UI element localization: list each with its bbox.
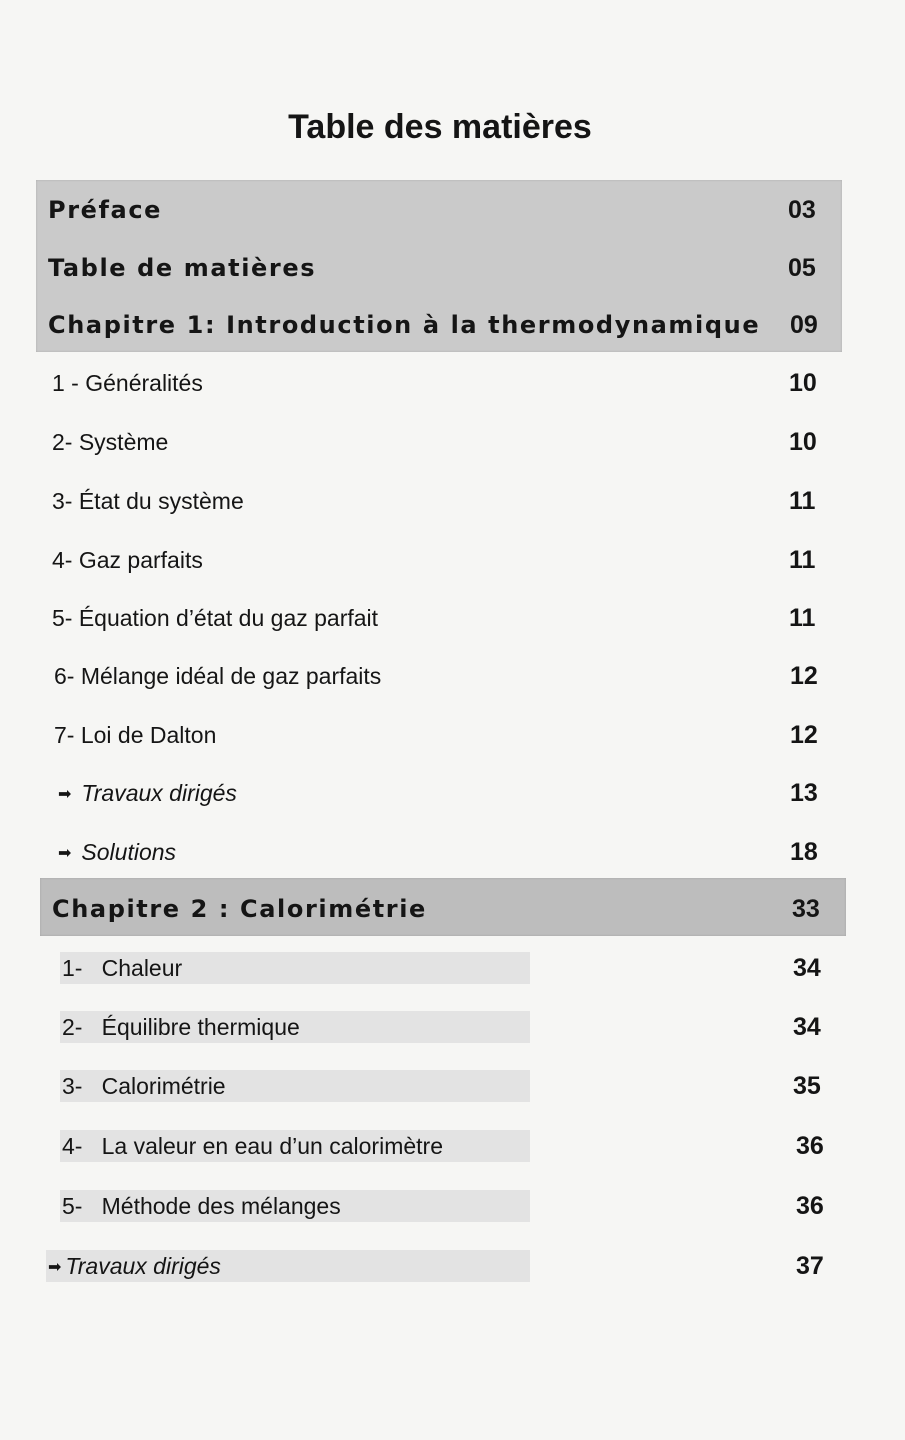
- entry-label: 7- Loi de Dalton: [54, 722, 217, 748]
- entry-page: 36: [796, 1132, 824, 1160]
- toc-entry-table[interactable]: [0, 248, 905, 288]
- entry-label: Travaux dirigés: [65, 1253, 221, 1279]
- entry-page: 35: [793, 1072, 821, 1100]
- entry-label: 3- Calorimétrie: [62, 1073, 226, 1099]
- toc-entry-ch2-item[interactable]: [0, 1007, 905, 1047]
- entry-page: 13: [790, 779, 818, 807]
- toc-entry-ch1-item[interactable]: [0, 363, 905, 403]
- toc-entry-chapter1[interactable]: [0, 305, 905, 345]
- entry-label: 5- Équation d’état du gaz parfait: [52, 605, 379, 631]
- entry-label: 5- Méthode des mélanges: [62, 1193, 341, 1219]
- entry-label: 1- Chaleur: [62, 955, 183, 981]
- entry-label: 1 - Généralités: [52, 370, 203, 396]
- toc-entry-chapter2[interactable]: [0, 889, 905, 929]
- entry-label: Table de matières: [48, 254, 317, 282]
- entry-label: Solutions: [81, 839, 177, 865]
- entry-page: 11: [789, 604, 816, 632]
- entry-page: 10: [789, 428, 817, 456]
- entry-page: 11: [789, 487, 816, 515]
- toc-entry-ch2-item[interactable]: [0, 1066, 905, 1106]
- entry-label: 2- Système: [52, 429, 169, 455]
- entry-page: 11: [789, 546, 816, 574]
- entry-page: 18: [790, 838, 818, 866]
- toc-entry-ch1-item[interactable]: [0, 715, 905, 755]
- toc-entry-preface[interactable]: [0, 190, 905, 230]
- entry-label: Chapitre 2 : Calorimétrie: [52, 895, 427, 923]
- entry-label: 3- État du système: [52, 488, 244, 514]
- entry-page: 05: [788, 254, 816, 282]
- arrow-right-icon: ➡: [58, 845, 72, 862]
- toc-entry-ch1-item[interactable]: [0, 481, 905, 521]
- entry-page: 36: [796, 1192, 824, 1220]
- toc-entry-ch2-item[interactable]: [0, 1126, 905, 1166]
- arrow-right-icon: ➡: [58, 786, 72, 803]
- entry-page: 09: [790, 311, 818, 339]
- page-title: Table des matières: [288, 108, 592, 146]
- entry-page: 34: [793, 954, 821, 982]
- entry-page: 10: [789, 369, 817, 397]
- entry-label: Chapitre 1: Introduction à la thermodynamique: [48, 311, 761, 339]
- entry-label: 2- Équilibre thermique: [62, 1014, 300, 1040]
- entry-label: 6- Mélange idéal de gaz parfaits: [54, 663, 382, 689]
- arrow-right-icon: ➡: [48, 1259, 62, 1276]
- entry-label: 4- La valeur en eau d’un calorimètre: [62, 1133, 443, 1159]
- entry-label: 4- Gaz parfaits: [52, 547, 203, 573]
- toc-entry-ch1-item[interactable]: [0, 422, 905, 462]
- toc-entry-ch1-solutions[interactable]: [0, 832, 905, 872]
- entry-label: Préface: [48, 196, 163, 224]
- toc-entry-ch2-td[interactable]: [0, 1246, 905, 1286]
- entry-label: Travaux dirigés: [81, 780, 237, 806]
- entry-page: 03: [788, 196, 816, 224]
- toc-entry-ch1-item[interactable]: [0, 540, 905, 580]
- entry-page: 34: [793, 1013, 821, 1041]
- toc-entry-ch2-item[interactable]: [0, 948, 905, 988]
- entry-page: 33: [792, 895, 820, 923]
- toc-entry-ch1-item[interactable]: [0, 598, 905, 638]
- toc-entry-ch2-item[interactable]: [0, 1186, 905, 1226]
- toc-entry-ch1-item[interactable]: [0, 656, 905, 696]
- entry-page: 37: [796, 1252, 824, 1280]
- entry-page: 12: [790, 721, 818, 749]
- entry-page: 12: [790, 662, 818, 690]
- toc-entry-ch1-td[interactable]: [0, 773, 905, 813]
